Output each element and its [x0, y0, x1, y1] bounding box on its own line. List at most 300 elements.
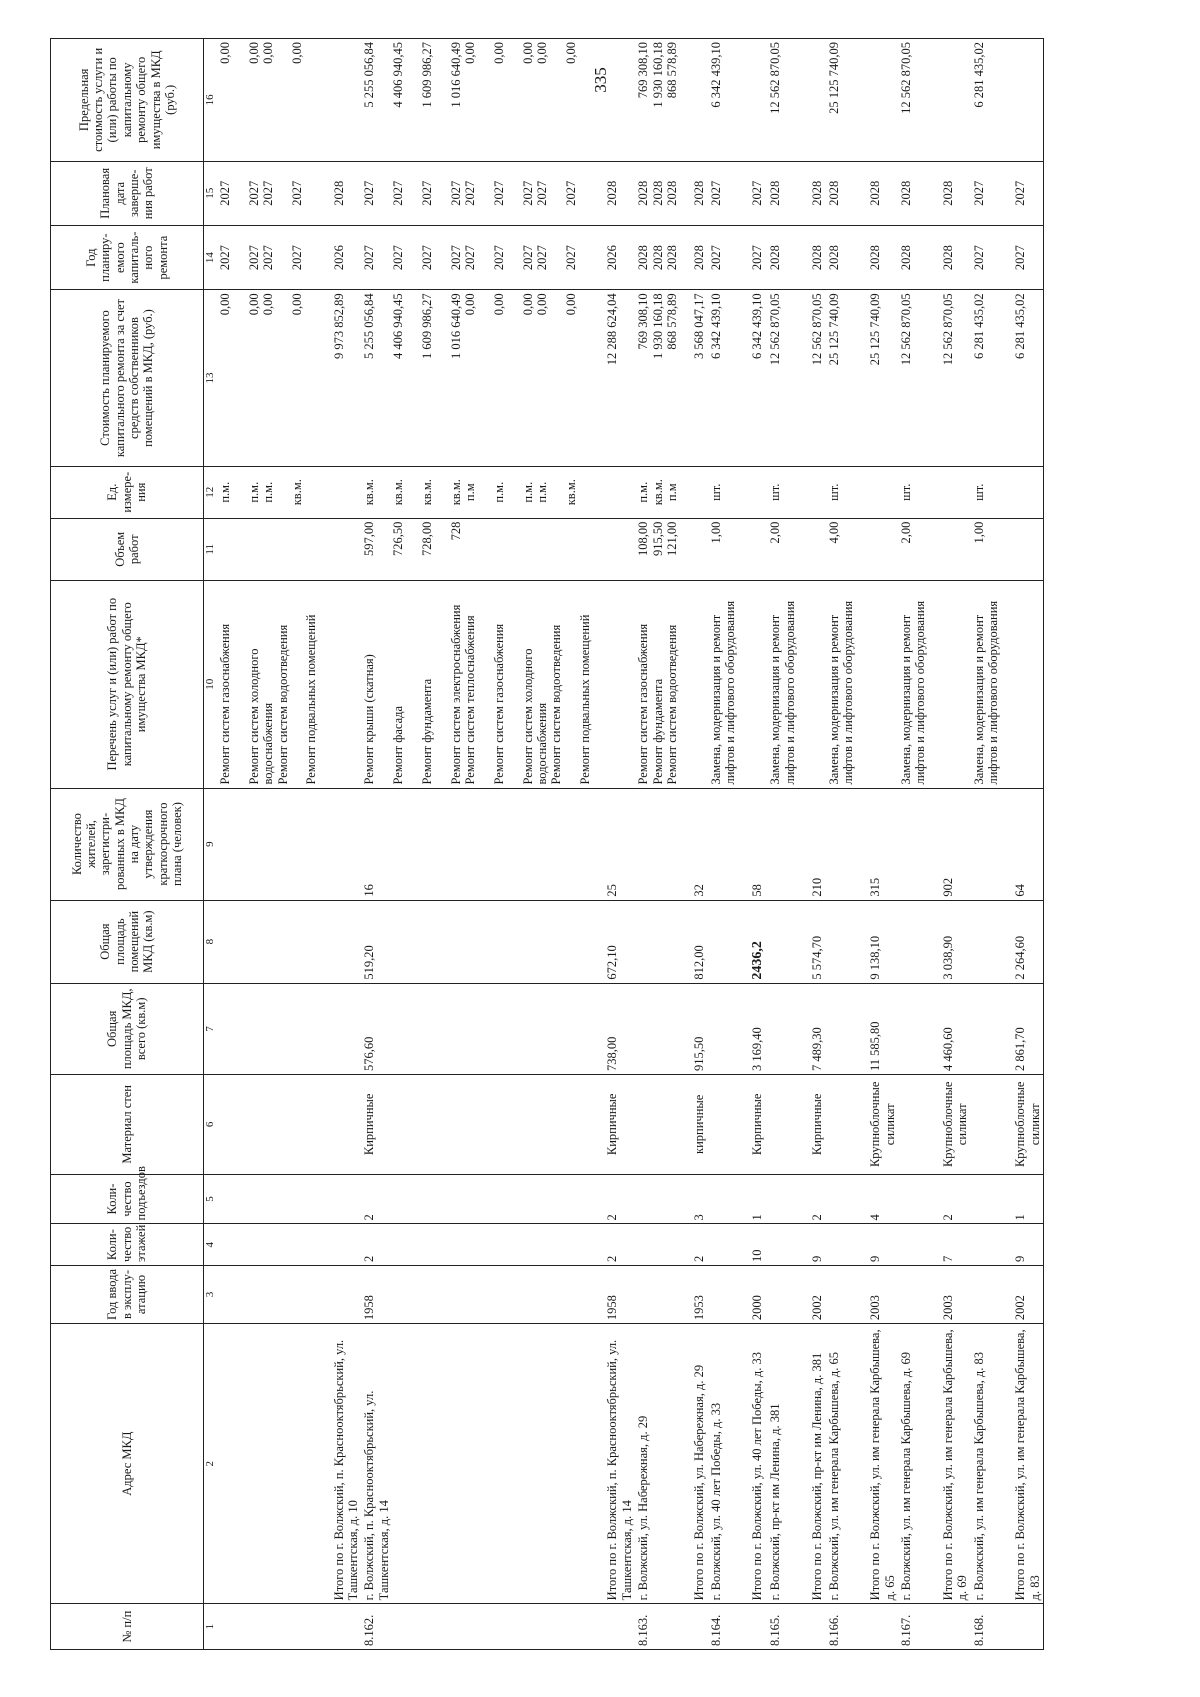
unit [1001, 466, 1043, 518]
entrances [320, 1174, 362, 1224]
column-header: Материал стен [51, 1074, 204, 1174]
repair-year [898, 225, 929, 289]
total-address: Итого по г. Волжский, ул. Набережная, д. 29 [680, 1324, 707, 1604]
total-address: Итого по г. Волжский, п. Краснооктябрьский, ул. Ташкентская, д. 14 [593, 1324, 635, 1604]
repair-year-line [276, 229, 290, 286]
unit [898, 466, 929, 518]
rotated-page [50, 38, 1185, 1650]
premises-area [826, 900, 857, 983]
cost-line [377, 293, 391, 462]
volume-line: 108,00 [636, 521, 651, 557]
max-cost-line: 12 562 870,05 [768, 42, 783, 114]
volume-line: 4,00 [826, 521, 841, 544]
completion-year-line [477, 165, 491, 222]
premises-area [708, 900, 739, 983]
max-cost [708, 39, 739, 162]
works-line [477, 584, 491, 785]
year-built [971, 1265, 1002, 1323]
repair-year-line [477, 229, 491, 286]
volume [1001, 518, 1043, 580]
entrances: 2 [593, 1174, 635, 1224]
column-header: Объем работ [51, 518, 204, 580]
floors [826, 1224, 857, 1266]
volume-line [521, 522, 535, 577]
total-row [738, 39, 767, 1650]
table-row [971, 39, 1002, 1650]
premises-area [635, 900, 680, 983]
repair-year: 2027 [738, 225, 767, 289]
repair-year-line: 2027 [391, 245, 406, 271]
volume [798, 518, 825, 580]
completion-year [767, 161, 798, 225]
total-area: 3 169,40 [738, 983, 767, 1074]
table-row [217, 39, 320, 1650]
cost-line: 868 578,89 [664, 293, 679, 350]
works [708, 580, 739, 788]
address [217, 1324, 320, 1604]
works-line [434, 584, 448, 785]
floors: 2 [680, 1224, 707, 1266]
max-cost-line: 0,00 [520, 42, 535, 64]
wall-material [898, 1074, 929, 1174]
cost-line: 12 562 870,05 [899, 293, 914, 366]
residents [635, 788, 680, 900]
total-area [898, 983, 929, 1074]
entrances: 2 [361, 1174, 593, 1224]
row-number: 8.168. [971, 1604, 1002, 1650]
completion-year-line: 2027 [419, 180, 434, 206]
repair-year-line: 2027 [708, 245, 723, 271]
completion-year-line: 2027 [563, 180, 578, 206]
volume-line: 1,00 [971, 521, 986, 544]
entrances [826, 1174, 857, 1224]
cost: 6 281 435,02 [1001, 290, 1043, 466]
max-cost-line: 0,00 [218, 42, 232, 64]
wall-material [767, 1074, 798, 1174]
max-cost-line: 868 578,89 [664, 42, 679, 99]
works-line: Ремонт систем водоотведения [275, 624, 290, 785]
max-cost-line: 1 930 160,18 [650, 42, 665, 108]
completion-year-line: 2028 [899, 180, 914, 206]
unit-line [549, 470, 563, 515]
works-line: Замена, модернизация и ремонт лифтов и лифтового оборудования [899, 600, 928, 785]
entrances: 2 [798, 1174, 825, 1224]
works-line: Ремонт систем электроснабжения [448, 604, 463, 785]
table-body [217, 39, 1044, 1650]
total-row [320, 39, 362, 1650]
completion-year-line [506, 165, 520, 222]
volume-line: 1,00 [708, 521, 723, 544]
address: г. Волжский, пр-кт им Ленина, д. 381 [767, 1324, 798, 1604]
unit-line: кв.м. [362, 479, 377, 506]
unit-line: п.м. [491, 481, 506, 503]
residents [320, 788, 362, 900]
floors: 2 [593, 1224, 635, 1266]
max-cost [971, 39, 1002, 162]
repair-year-line: 2028 [826, 245, 841, 271]
repair-year-line [434, 229, 448, 286]
completion-year-line: 2028 [768, 180, 783, 206]
volume-line [506, 522, 520, 577]
repair-year-line: 2028 [650, 245, 665, 271]
volume-line [492, 522, 506, 577]
floors [635, 1224, 680, 1266]
works [217, 580, 320, 788]
cost-line: 0,00 [534, 293, 549, 316]
premises-area: 3 038,90 [929, 900, 971, 983]
completion-year [708, 161, 739, 225]
repair-year: 2028 [929, 225, 971, 289]
cost: 12 562 870,05 [798, 290, 825, 466]
unit-line [477, 470, 491, 515]
works-line [377, 584, 391, 785]
premises-area [971, 900, 1002, 983]
total-area: 4 460,60 [929, 983, 971, 1074]
max-cost [1001, 39, 1043, 162]
unit [971, 466, 1002, 518]
repair-year-line [406, 229, 420, 286]
volume-line [434, 522, 448, 577]
row-number [1001, 1604, 1043, 1650]
entrances [635, 1174, 680, 1224]
total-area [320, 983, 362, 1074]
year-built: 2003 [856, 1265, 898, 1323]
volume [635, 518, 680, 580]
works-line [406, 584, 420, 785]
cost-line: 0,00 [218, 293, 232, 316]
column-header: Год ввода в эксплу-атацию [51, 1265, 204, 1323]
year-built: 2003 [929, 1265, 971, 1323]
year-built: 2002 [1001, 1265, 1043, 1323]
unit-line: кв.м. [289, 479, 304, 506]
unit-line [232, 470, 246, 515]
works-line: Замена, модернизация и ремонт лифтов и лифтового оборудования [708, 600, 737, 785]
completion-year-line [406, 165, 420, 222]
max-cost [856, 39, 898, 162]
volume-line: 728,00 [419, 521, 434, 557]
works-line: Ремонт крыши (скатная) [362, 654, 377, 785]
works [971, 580, 1002, 788]
premises-area: 672,10 [593, 900, 635, 983]
completion-year [898, 161, 929, 225]
wall-material [971, 1074, 1002, 1174]
row-number [738, 1604, 767, 1650]
max-cost [767, 39, 798, 162]
premises-area [767, 900, 798, 983]
max-cost-line: 0,00 [463, 42, 477, 64]
total-row [1001, 39, 1043, 1650]
table-row [898, 39, 929, 1650]
year-built [635, 1265, 680, 1323]
residents [708, 788, 739, 900]
max-cost-line [477, 42, 491, 158]
cost-line: 0,00 [463, 293, 477, 316]
cost-line [406, 293, 420, 462]
repair-plan-table [50, 38, 1044, 1650]
cost-line [477, 293, 491, 462]
column-number-row [204, 39, 218, 1650]
residents: 58 [738, 788, 767, 900]
completion-year: 2028 [929, 161, 971, 225]
row-number: 8.167. [898, 1604, 929, 1650]
column-number: 5 [204, 1174, 218, 1224]
completion-year [361, 161, 593, 225]
floors [971, 1224, 1002, 1266]
max-cost-line [377, 42, 391, 158]
year-built: 1958 [593, 1265, 635, 1323]
unit [826, 466, 857, 518]
column-header: Плановая дата заверше-ния работ [51, 161, 204, 225]
unit [320, 466, 362, 518]
works [898, 580, 929, 788]
works-line: Ремонт подвальных помещений [304, 614, 319, 785]
unit [767, 466, 798, 518]
floors: 10 [738, 1224, 767, 1266]
cost [826, 290, 857, 466]
repair-year: 2026 [320, 225, 362, 289]
unit-line: п.м [664, 483, 679, 502]
max-cost-line: 0,00 [563, 42, 578, 64]
max-cost [738, 39, 767, 162]
completion-year-line: 2027 [448, 180, 463, 206]
completion-year [217, 161, 320, 225]
total-address: Итого по г. Волжский, ул. им генерала Карбышева, д. 83 [1001, 1324, 1043, 1604]
total-area [826, 983, 857, 1074]
completion-year: 2028 [593, 161, 635, 225]
volume-line: 728 [448, 521, 463, 541]
max-cost-line [276, 42, 290, 158]
entrances: 3 [680, 1174, 707, 1224]
works [593, 580, 635, 788]
volume-line [564, 522, 578, 577]
premises-area [898, 900, 929, 983]
total-area [635, 983, 680, 1074]
max-cost-line: 1 016 640,49 [448, 42, 463, 108]
floors [320, 1224, 362, 1266]
cost-line [506, 293, 520, 462]
row-number: 8.162. [361, 1604, 593, 1650]
volume [708, 518, 739, 580]
residents: 210 [798, 788, 825, 900]
total-area: 7 489,30 [798, 983, 825, 1074]
row-number: 8.164. [708, 1604, 739, 1650]
wall-material: Кирпичные [798, 1074, 825, 1174]
completion-year [971, 161, 1002, 225]
residents [767, 788, 798, 900]
residents [826, 788, 857, 900]
column-number: 10 [204, 580, 218, 788]
unit [929, 466, 971, 518]
volume-line [247, 522, 261, 577]
entrances: 1 [738, 1174, 767, 1224]
cost-line: 0,00 [246, 293, 261, 316]
year-built [767, 1265, 798, 1323]
cost [971, 290, 1002, 466]
volume [217, 518, 320, 580]
residents: 16 [361, 788, 593, 900]
max-cost-line [506, 42, 520, 158]
completion-year [635, 161, 680, 225]
volume-line [406, 522, 420, 577]
residents: 315 [856, 788, 898, 900]
unit [361, 466, 593, 518]
unit-line [276, 470, 290, 515]
wall-material [708, 1074, 739, 1174]
total-address: Итого по г. Волжский, пр-кт им Ленина, д. 381 [798, 1324, 825, 1604]
unit [798, 466, 825, 518]
repair-year-line: 2027 [261, 245, 276, 271]
completion-year: 2028 [320, 161, 362, 225]
works-line: Ремонт фундамента [419, 678, 434, 785]
total-area: 11 585,80 [856, 983, 898, 1074]
volume [929, 518, 971, 580]
cost [767, 290, 798, 466]
repair-year-line: 2028 [768, 245, 783, 271]
column-header: Количество жителей, зарегистри-рованных в МКД на дату утверждения краткосрочного плана (человек) [51, 788, 204, 900]
repair-year: 2028 [798, 225, 825, 289]
max-cost-line: 0,00 [261, 42, 276, 64]
cost-line: 0,00 [563, 293, 578, 316]
total-area [708, 983, 739, 1074]
premises-area: 2 264,60 [1001, 900, 1043, 983]
volume-line [261, 522, 275, 577]
repair-year-line [549, 229, 563, 286]
table-row [635, 39, 680, 1650]
page-number: 335 [590, 67, 610, 93]
repair-year: 2028 [856, 225, 898, 289]
residents: 32 [680, 788, 707, 900]
max-cost [590, 39, 635, 162]
column-number: 12 [204, 466, 218, 518]
completion-year-line: 2027 [708, 180, 723, 206]
volume-line [549, 522, 563, 577]
works [826, 580, 857, 788]
volume [361, 518, 593, 580]
works-line: Замена, модернизация и ремонт лифтов и лифтового оборудования [768, 600, 797, 785]
works [361, 580, 593, 788]
max-cost-line: 0,00 [491, 42, 506, 64]
address: г. Волжский, ул. Набережная, д. 29 [635, 1324, 680, 1604]
wall-material: кирпичные [680, 1074, 707, 1174]
repair-year: 2026 [593, 225, 635, 289]
year-built [898, 1265, 929, 1323]
cost-line: 0,00 [520, 293, 535, 316]
row-number [856, 1604, 898, 1650]
total-row [593, 39, 635, 1650]
cost-line: 0,00 [261, 293, 276, 316]
year-built: 2000 [738, 1265, 767, 1323]
completion-year-line: 2028 [664, 180, 679, 206]
residents: 902 [929, 788, 971, 900]
max-cost [826, 39, 857, 162]
cost-line [549, 293, 563, 462]
floors [767, 1224, 798, 1266]
wall-material [217, 1074, 320, 1174]
floors: 2 [361, 1224, 593, 1266]
cost-line [232, 293, 246, 462]
repair-year [708, 225, 739, 289]
repair-year [361, 225, 593, 289]
cost [361, 290, 593, 466]
wall-material [635, 1074, 680, 1174]
cost-line: 0,00 [289, 293, 304, 316]
repair-year-line: 2027 [419, 245, 434, 271]
table-row [361, 39, 593, 1650]
unit-line [506, 470, 520, 515]
volume-line: 726,50 [391, 521, 406, 557]
cost-line: 5 255 056,84 [362, 293, 377, 359]
unit [856, 466, 898, 518]
completion-year: 2028 [798, 161, 825, 225]
repair-year [635, 225, 680, 289]
completion-year-line: 2027 [534, 180, 549, 206]
max-cost [217, 39, 320, 162]
row-number [320, 1604, 362, 1650]
completion-year-line: 2027 [520, 180, 535, 206]
cost: 6 342 439,10 [738, 290, 767, 466]
table-row [767, 39, 798, 1650]
repair-year-line: 2027 [218, 245, 232, 271]
cost-line: 6 281 435,02 [971, 293, 986, 359]
year-built: 2002 [798, 1265, 825, 1323]
cost-line: 25 125 740,09 [826, 293, 841, 366]
cost-line: 769 308,10 [636, 293, 651, 350]
unit-line: п.м [463, 483, 477, 502]
repair-year-line: 2028 [664, 245, 679, 271]
premises-area: 9 138,10 [856, 900, 898, 983]
unit-line [434, 470, 448, 515]
column-number: 14 [204, 225, 218, 289]
unit-line: шт. [768, 483, 783, 501]
column-header: Коли-чество подъездов [51, 1174, 204, 1224]
entrances [217, 1174, 320, 1224]
completion-year-line [377, 165, 391, 222]
cost [708, 290, 739, 466]
total-address: Итого по г. Волжский, ул. 40 лет Победы, д. 33 [738, 1324, 767, 1604]
max-cost-line: 1 609 986,27 [419, 42, 434, 108]
repair-year-line [377, 229, 391, 286]
works-line: Ремонт систем теплоснабжения [463, 615, 477, 785]
volume-line [463, 522, 477, 577]
premises-area: 5 574,70 [798, 900, 825, 983]
completion-year-line: 2027 [218, 180, 232, 206]
unit-line [406, 470, 420, 515]
works-line: Ремонт систем холодного водоснабжения [520, 648, 549, 785]
volume-line [377, 522, 391, 577]
volume-line [290, 522, 304, 577]
works-line: Замена, модернизация и ремонт лифтов и лифтового оборудования [826, 600, 855, 785]
max-cost-line: 0,00 [246, 42, 261, 64]
row-number [593, 1604, 635, 1650]
premises-area: 812,00 [680, 900, 707, 983]
completion-year-line: 2027 [246, 180, 261, 206]
row-number [217, 1604, 320, 1650]
completion-year-line [549, 165, 563, 222]
entrances: 4 [856, 1174, 898, 1224]
volume [738, 518, 767, 580]
unit-line: п.м. [218, 481, 232, 503]
cost [898, 290, 929, 466]
max-cost-line: 769 308,10 [636, 42, 651, 99]
floors: 9 [856, 1224, 898, 1266]
cost-line [434, 293, 448, 462]
max-cost-line: 0,00 [534, 42, 549, 64]
works-line [290, 584, 304, 785]
premises-area: 519,20 [361, 900, 593, 983]
entrances [898, 1174, 929, 1224]
row-number: 8.166. [826, 1604, 857, 1650]
entrances [708, 1174, 739, 1224]
